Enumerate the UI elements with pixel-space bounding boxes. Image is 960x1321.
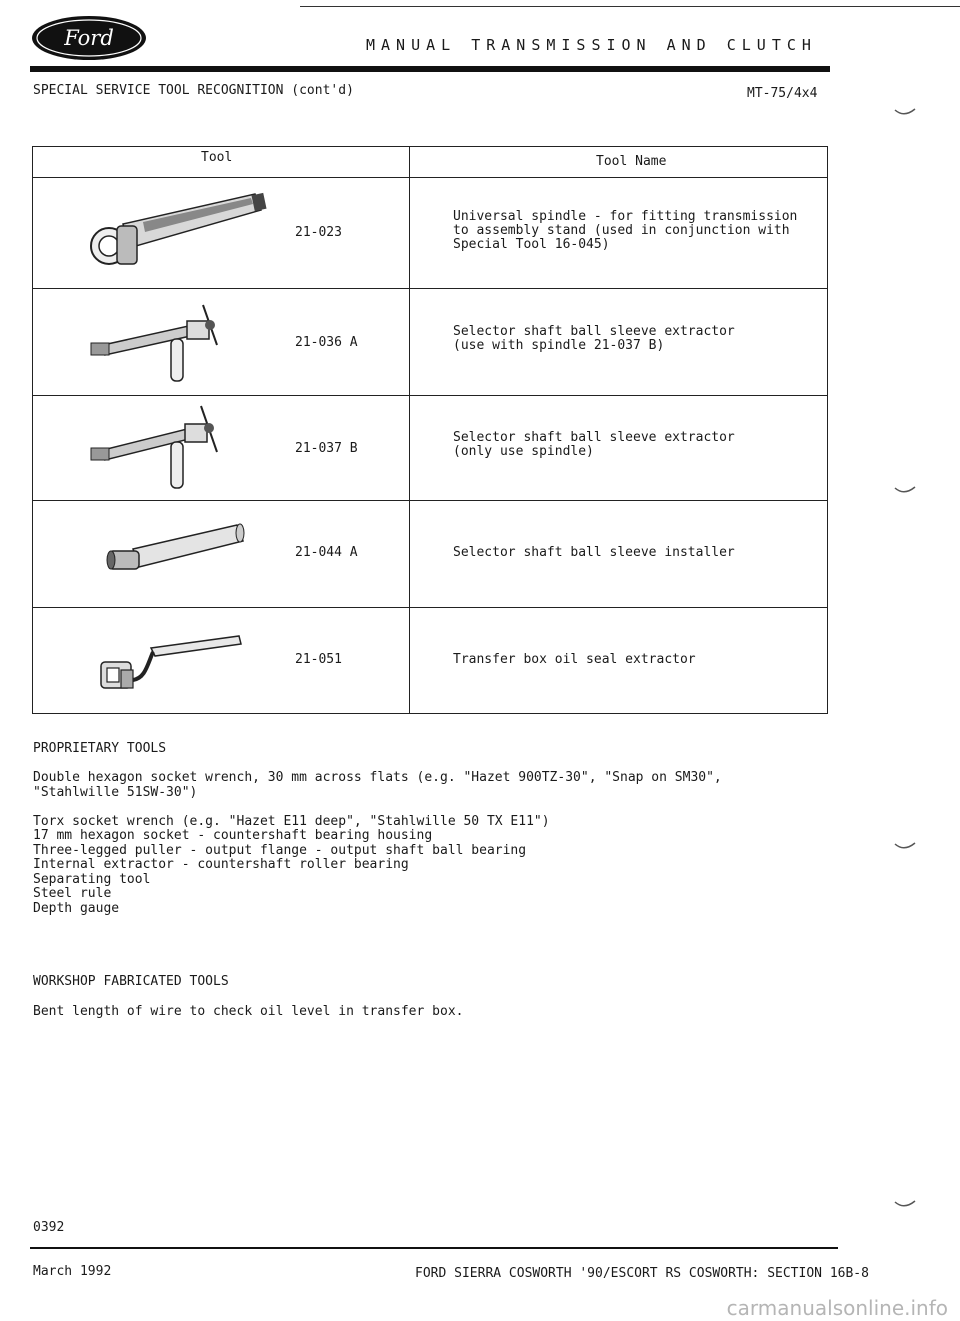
list-item: Depth gauge — [33, 900, 120, 916]
tool-description-line: Universal spindle - for fitting transmission — [453, 209, 798, 224]
tool-number: 21-037 B — [295, 441, 358, 456]
list-item-spacer — [33, 800, 722, 815]
margin-mark-icon — [894, 842, 916, 852]
table-row — [33, 289, 827, 395]
proprietary-tools-list — [33, 771, 722, 916]
list-item: "Stahlwille 51SW-30") — [33, 784, 198, 800]
footer-rule — [30, 1247, 838, 1249]
tool-description-line: Transfer box oil seal extractor — [453, 652, 696, 667]
sleeve-installer-icon — [103, 515, 253, 579]
tool-description-line: Selector shaft ball sleeve extractor — [453, 430, 735, 445]
tool-description — [453, 210, 797, 252]
margin-mark-icon — [894, 1200, 916, 1210]
document-reference: MT-75/4x4 — [747, 86, 818, 101]
header-title: MANUAL TRANSMISSION AND CLUTCH — [366, 36, 817, 54]
list-item: Torx socket wrench (e.g. "Hazet E11 deep", "Stahlwille 50 TX E11") — [33, 813, 550, 829]
table-row — [33, 178, 827, 288]
list-item: Internal extractor - countershaft roller bearing — [33, 857, 409, 872]
page-code: 0392 — [33, 1220, 65, 1235]
table-row — [33, 608, 827, 714]
universal-spindle-icon — [83, 188, 273, 268]
watermark: carmanualsonline.info — [726, 1296, 948, 1320]
tool-number: 21-051 — [295, 652, 342, 667]
tool-description-line: Selector shaft ball sleeve installer — [453, 545, 735, 560]
tool-description-line: to assembly stand (used in conjunction with — [453, 223, 790, 238]
section-title: SPECIAL SERVICE TOOL RECOGNITION (cont'd) — [33, 83, 354, 98]
workshop-tools-heading: WORKSHOP FABRICATED TOOLS — [33, 974, 229, 989]
tool-number: 21-023 — [295, 225, 342, 240]
list-item: Three-legged puller - output flange - output shaft ball bearing — [33, 842, 527, 858]
header-rule — [30, 66, 830, 72]
ford-logo — [30, 14, 148, 62]
tool-description — [453, 653, 696, 667]
sleeve-extractor-icon — [83, 299, 253, 385]
tool-description-line: (use with spindle 21-037 B) — [453, 338, 665, 353]
tool-description-line: (only use spindle) — [453, 444, 594, 459]
list-item: Double hexagon socket wrench, 30 mm across flats (e.g. "Hazet 900TZ-30", "Snap on SM30", — [33, 770, 722, 785]
margin-mark-icon — [894, 486, 916, 496]
tool-description — [453, 546, 735, 560]
top-thin-rule — [300, 6, 960, 7]
sleeve-extractor-spindle-icon — [83, 402, 253, 494]
column-header-tool-name: Tool Name — [596, 154, 667, 169]
tool-description-line: Special Tool 16-045) — [453, 237, 610, 252]
tool-description — [453, 431, 735, 459]
column-header-tool: Tool — [201, 150, 233, 165]
tool-description — [453, 325, 735, 353]
tool-table — [32, 146, 828, 714]
workshop-tools-text: Bent length of wire to check oil level in transfer box. — [33, 1004, 464, 1019]
tool-number: 21-044 A — [295, 545, 358, 560]
svg-text:Ford: Ford — [64, 26, 114, 50]
table-row — [33, 501, 827, 607]
proprietary-tools-heading: PROPRIETARY TOOLS — [33, 741, 167, 756]
list-item: 17 mm hexagon socket - countershaft bearing housing — [33, 828, 433, 843]
footer-title: FORD SIERRA COSWORTH '90/ESCORT RS COSWORTH: SECTION 16B-8 — [415, 1266, 869, 1281]
tool-description-line: Selector shaft ball sleeve extractor — [453, 324, 735, 339]
margin-mark-icon — [894, 108, 916, 118]
footer-date: March 1992 — [33, 1264, 112, 1279]
list-item: Steel rule — [33, 886, 112, 901]
table-row — [33, 396, 827, 500]
tool-number: 21-036 A — [295, 335, 358, 350]
list-item: Separating tool — [33, 871, 151, 887]
oil-seal-extractor-icon — [93, 622, 263, 698]
